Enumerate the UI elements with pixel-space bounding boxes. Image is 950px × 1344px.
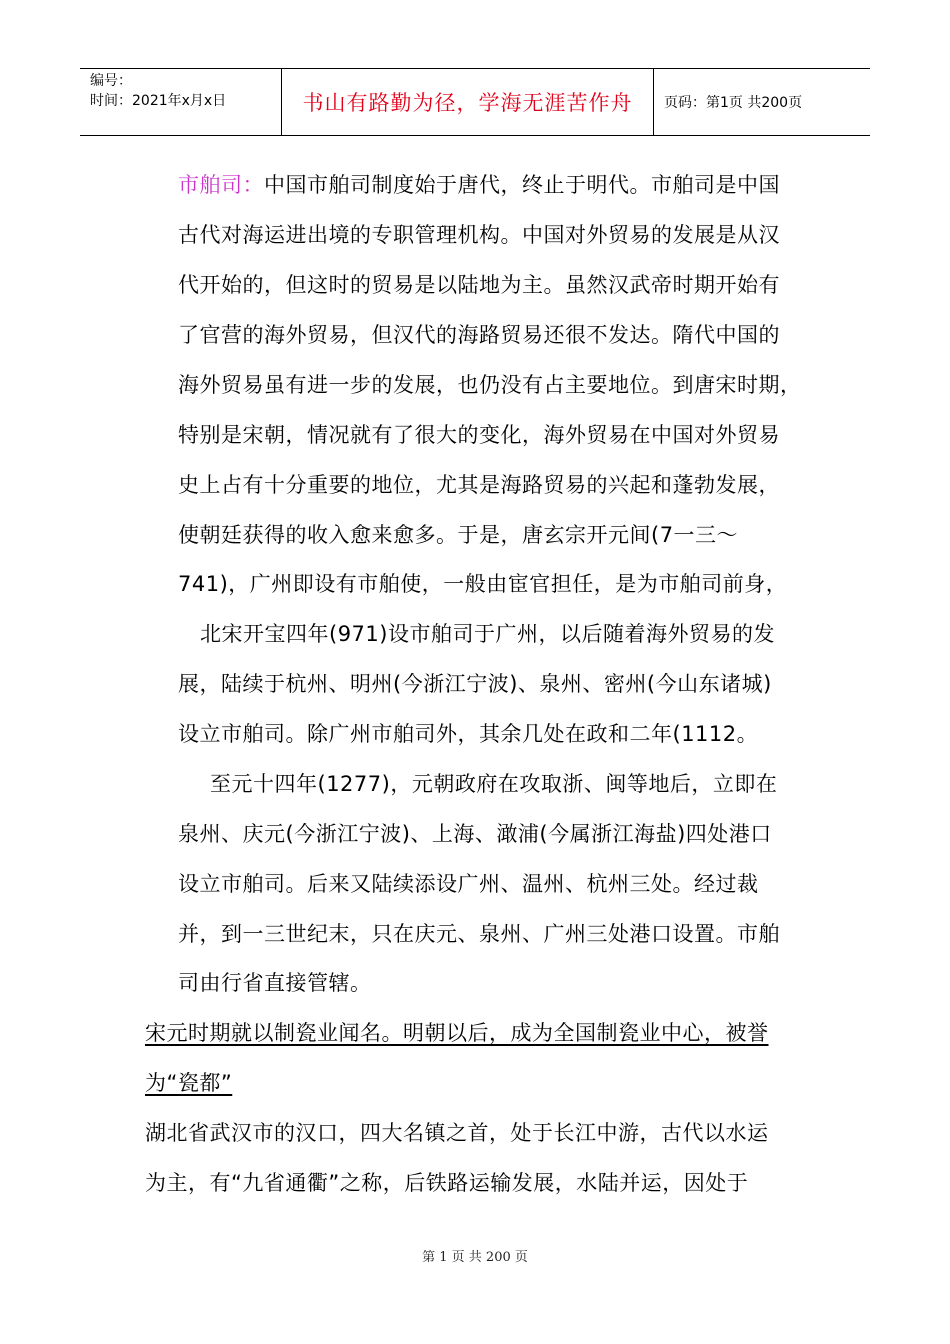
header-table [80, 68, 870, 136]
number-label: 编号： [90, 73, 132, 89]
body-line-2: 古代对海运进出境的专职管理机构。中国对外贸易的发展是从汉 [178, 223, 780, 247]
body-line-15: 设立市舶司。后来又陆续添设广州、温州、杭州三处。经过裁 [178, 872, 759, 896]
body-line-12: 设立市舶司。除广州市舶司外，其余几处在政和二年(1112。 [178, 722, 759, 746]
section-label: 市舶司： [178, 173, 264, 197]
time-label: 时间：2021年x月x日 [90, 93, 227, 109]
body-line-4: 了官营的海外贸易，但汉代的海路贸易还很不发达。隋代中国的 [178, 323, 780, 347]
header-motto-cell [282, 69, 654, 135]
page-footer: 第 1 页 共 200 页 [422, 1250, 528, 1265]
body-line-14: 泉州、庆元(今浙江宁波)、上海、澉浦(今属浙江海盐)四处港口 [178, 822, 772, 846]
header-meta-cell [80, 69, 282, 135]
body-line-text: 中国市舶司制度始于唐代，终止于明代。市舶司是中国 [264, 173, 780, 197]
motto-text: 书山有路勤为径，学海无涯苦作舟 [302, 91, 633, 115]
body-line-9: 741)，广州即设有市舶使，一般由宦官担任，是为市舶司前身， [178, 572, 788, 596]
body-line-19: 为“瓷都” [145, 1071, 233, 1095]
body-line-1 [178, 171, 780, 199]
header-page-cell [654, 69, 870, 135]
body-line-21: 为主，有“九省通衢”之称，后铁路运输发展，水陆并运，因处于 [145, 1171, 749, 1195]
body-line-17: 司由行省直接管辖。 [178, 971, 372, 995]
body-line-6: 特别是宋朝，情况就有了很大的变化，海外贸易在中国对外贸易 [178, 423, 780, 447]
body-line-16: 并，到一三世纪末，只在庆元、泉州、广州三处港口设置。市舶 [178, 922, 780, 946]
body-line-3: 代开始的，但这时的贸易是以陆地为主。虽然汉武帝时期开始有 [178, 273, 780, 297]
body-line-10: 北宋开宝四年(971)设市舶司于广州，以后随着海外贸易的发 [200, 622, 775, 646]
body-line-8: 使朝廷获得的收入愈来愈多。于是，唐玄宗开元间(7一三～ [178, 523, 739, 547]
body-line-13: 至元十四年(1277)，元朝政府在攻取浙、闽等地后，立即在 [210, 772, 778, 796]
body-line-11: 展，陆续于杭州、明州(今浙江宁波)、泉州、密州(今山东诸城) [178, 672, 772, 696]
body-line-18: 宋元时期就以制瓷业闻名。明朝以后，成为全国制瓷业中心，被誉 [145, 1021, 769, 1045]
page-code: 页码：第1页 共200页 [664, 95, 803, 111]
body-line-7: 史上占有十分重要的地位，尤其是海路贸易的兴起和蓬勃发展， [178, 473, 780, 497]
body-line-5: 海外贸易虽有进一步的发展，也仍没有占主要地位。到唐宋时期， [178, 373, 802, 397]
body-line-20: 湖北省武汉市的汉口，四大名镇之首，处于长江中游，古代以水运 [145, 1121, 769, 1145]
